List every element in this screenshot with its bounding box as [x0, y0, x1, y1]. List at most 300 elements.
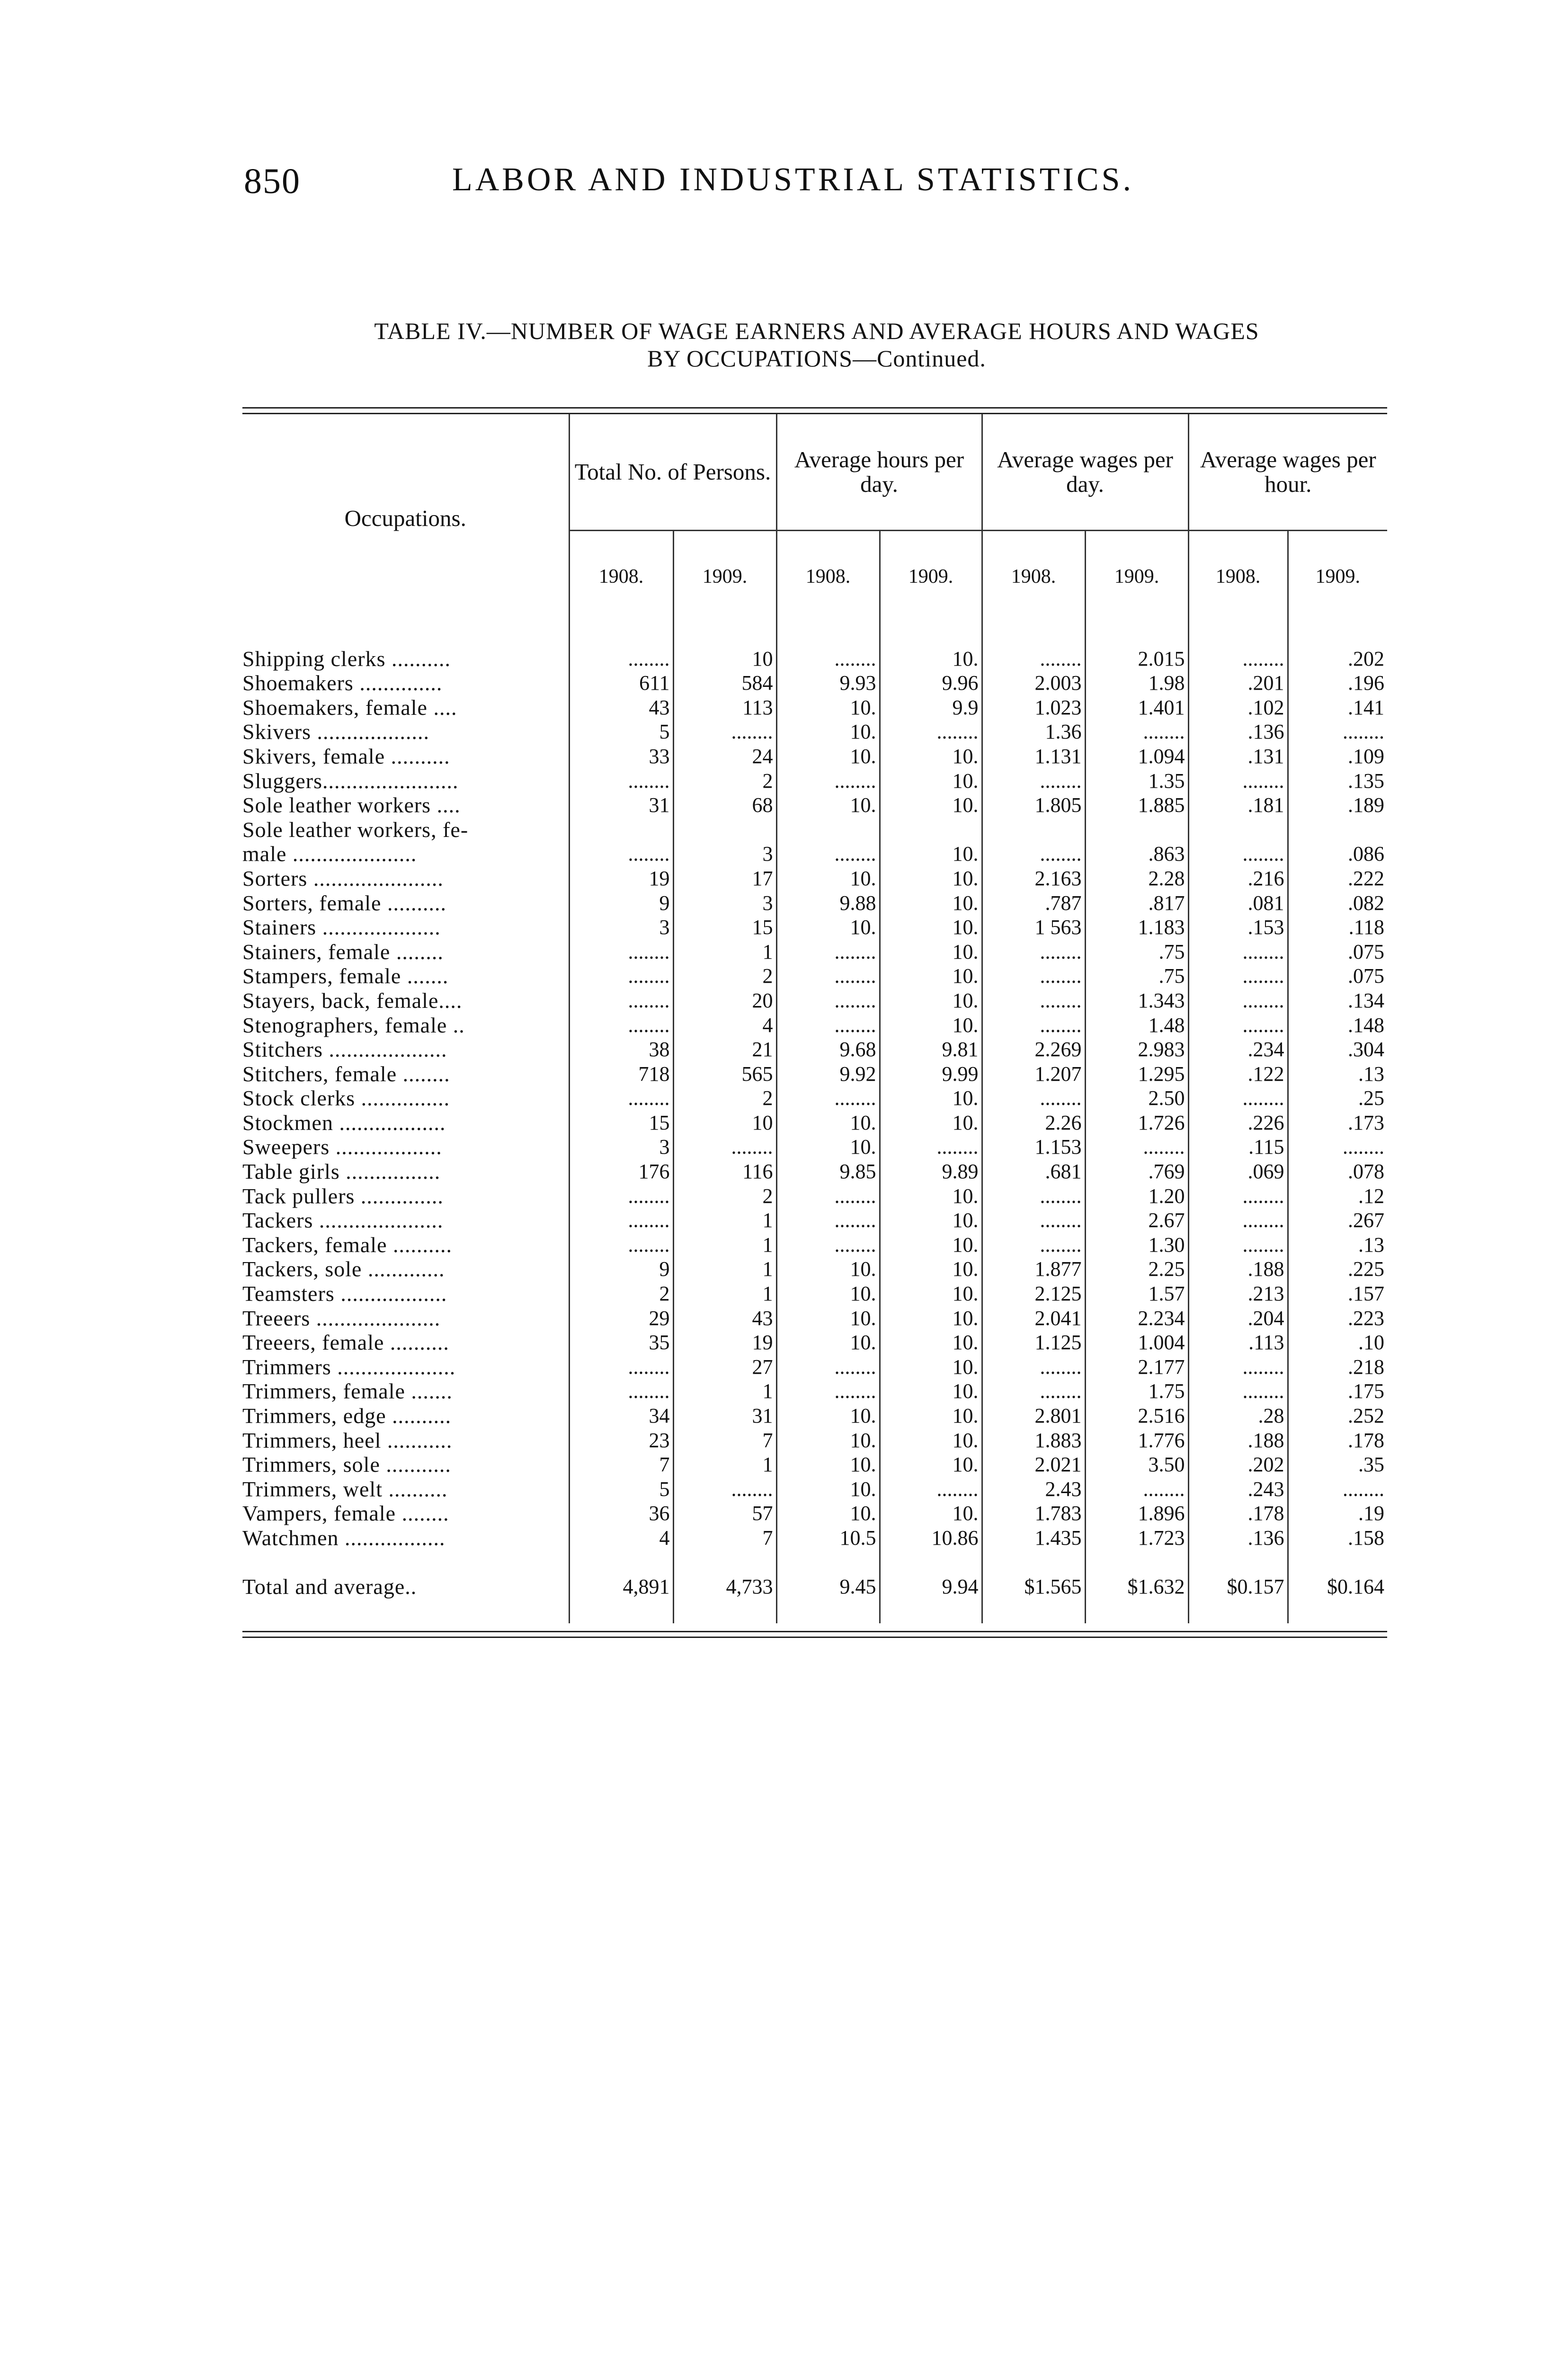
occupation-cell: Shipping clerks ..........: [242, 646, 451, 671]
wage-hour-1908-cell: .113: [1188, 1330, 1288, 1355]
table-row: [242, 720, 1387, 744]
hours-1908-cell: ........: [776, 1208, 880, 1233]
hours-1909-cell: 10.: [880, 744, 982, 769]
wage-hour-1908-cell: .188: [1188, 1257, 1288, 1281]
wage-day-1908-cell: 1.877: [982, 1257, 1085, 1281]
persons-1908-cell: 718: [569, 1062, 673, 1086]
header-spacer: [242, 622, 1387, 647]
wage-hour-1908-cell: .136: [1188, 720, 1288, 744]
wage-day-1909-cell: 1.726: [1085, 1111, 1188, 1135]
occupation-cell: Teamsters ..................: [242, 1281, 447, 1306]
occupation-cell: Stampers, female .......: [242, 964, 449, 988]
wage-day-1908-cell: 2.26: [982, 1111, 1085, 1135]
hours-1909-cell: 10.: [880, 940, 982, 964]
occupation-cell: Shoemakers ..............: [242, 671, 443, 695]
persons-1909-cell: 20: [673, 988, 776, 1013]
wage-day-1909-cell: ........: [1085, 1477, 1188, 1502]
persons-1909-cell: 3: [673, 842, 776, 866]
persons-1908-cell: 5: [569, 720, 673, 744]
wage-day-1909-cell: 2.015: [1085, 647, 1188, 671]
hours-1908-cell: 10.: [776, 1330, 880, 1355]
persons-1909-cell: 2: [673, 769, 776, 793]
table-row: [242, 866, 1387, 891]
year-header: 1909.: [1288, 531, 1387, 623]
wage-hour-1908-cell: ........: [1188, 1184, 1288, 1209]
persons-1909-cell: 7: [673, 1428, 776, 1453]
wage-day-1908-cell: 2.021: [982, 1452, 1085, 1477]
occupation-cell: Watchmen .................: [242, 1525, 445, 1550]
wage-hour-1909-cell: .196: [1288, 671, 1387, 695]
wage-hour-1908-cell: ........: [1188, 769, 1288, 793]
persons-1908-cell: 31: [569, 793, 673, 818]
persons-1909-cell: 21: [673, 1037, 776, 1062]
wage-hour-1909-cell: .13: [1288, 1233, 1387, 1257]
persons-1908-cell: 2: [569, 1281, 673, 1306]
table-row: [242, 1404, 1387, 1428]
hours-1908-cell: 10.: [776, 915, 880, 940]
wage-hour-1909-cell: .304: [1288, 1037, 1387, 1062]
wage-hour-1908-cell: .28: [1188, 1404, 1288, 1428]
wage-hour-1908-cell: ........: [1188, 1086, 1288, 1111]
wage-day-1909-cell: 2.28: [1085, 866, 1188, 891]
persons-1908-cell: ........: [569, 1233, 673, 1257]
hours-1909-cell: 10.: [880, 1452, 982, 1477]
occupation-cell: Sorters ......................: [242, 866, 444, 890]
avg-wage-day-1909: $1.632: [1085, 1575, 1188, 1599]
wage-hour-1908-cell: .069: [1188, 1159, 1288, 1184]
table-row: [242, 818, 1387, 842]
table-row: [242, 695, 1387, 720]
persons-1908-cell: 34: [569, 1404, 673, 1428]
table-row: [242, 1355, 1387, 1379]
hours-1908-cell: 9.92: [776, 1062, 880, 1086]
wage-day-1909-cell: 1.896: [1085, 1501, 1188, 1526]
table-row: [242, 1208, 1387, 1233]
wage-day-1908-cell: 2.269: [982, 1037, 1085, 1062]
wage-hour-1909-cell: .218: [1288, 1355, 1387, 1379]
persons-1909-cell: 57: [673, 1501, 776, 1526]
wage-day-1909-cell: 1.30: [1085, 1233, 1188, 1257]
table-body: [242, 622, 1387, 1550]
persons-1908-cell: 9: [569, 1257, 673, 1281]
hours-1908-cell: 10.: [776, 695, 880, 720]
wage-hour-1908-cell: .122: [1188, 1062, 1288, 1086]
total-persons-1908: 4,891: [569, 1575, 673, 1599]
wage-day-1908-cell: 1.153: [982, 1135, 1085, 1159]
wage-day-1909-cell: 1.48: [1085, 1013, 1188, 1038]
persons-1908-cell: 4: [569, 1526, 673, 1550]
wage-hour-1909-cell: .202: [1288, 647, 1387, 671]
persons-1908-cell: 176: [569, 1159, 673, 1184]
persons-1908-cell: 15: [569, 1111, 673, 1135]
hours-1908-cell: 10.: [776, 1452, 880, 1477]
wage-day-1908-cell: 1 563: [982, 915, 1085, 940]
persons-1908-cell: ........: [569, 647, 673, 671]
wage-day-1909-cell: 2.516: [1085, 1404, 1188, 1428]
page-header: [244, 161, 1427, 213]
hours-1908-cell: 10.: [776, 1111, 880, 1135]
wage-day-1909-cell: .769: [1085, 1159, 1188, 1184]
wage-hour-1908-cell: .081: [1188, 891, 1288, 916]
wage-hour-1909-cell: .175: [1288, 1379, 1387, 1404]
wage-day-1908-cell: 2.041: [982, 1306, 1085, 1331]
wage-table: [242, 414, 1387, 1623]
persons-1908-cell: 29: [569, 1306, 673, 1331]
wage-day-1908-cell: ........: [982, 769, 1085, 793]
hours-1909-cell: 10.: [880, 1404, 982, 1428]
occupations-header: Occupations.: [344, 505, 466, 531]
persons-1909-cell: 2: [673, 964, 776, 988]
table-row: [242, 891, 1387, 916]
wage-day-1908-cell: ........: [982, 964, 1085, 988]
hours-1909-cell: 10.: [880, 647, 982, 671]
persons-1908-cell: 3: [569, 915, 673, 940]
occupation-cell: Sorters, female ..........: [242, 890, 446, 915]
occupation-cell: Treeers, female ..........: [242, 1330, 449, 1355]
year-header: 1908.: [776, 531, 880, 623]
running-title: LABOR AND INDUSTRIAL STATISTICS.: [452, 161, 1134, 198]
hours-1908-cell: 10.: [776, 720, 880, 744]
persons-1909-cell: 3: [673, 891, 776, 916]
occupation-cell: Stainers ....................: [242, 915, 441, 940]
persons-1909-cell: 10: [673, 1111, 776, 1135]
wage-day-1909-cell: .75: [1085, 940, 1188, 964]
total-bottom-spacer: [242, 1599, 1387, 1624]
wage-day-1909-cell: .817: [1085, 891, 1188, 916]
persons-1909-cell: 1: [673, 1257, 776, 1281]
persons-1908-cell: 3: [569, 1135, 673, 1159]
caption-line-1: TABLE IV.—NUMBER OF WAGE EARNERS AND AVERAGE HOURS AND WAGES: [374, 318, 1259, 344]
occupation-cell: Trimmers, heel ...........: [242, 1428, 453, 1452]
avg-hours-1908: 9.45: [776, 1575, 880, 1599]
hours-1908-cell: ........: [776, 1086, 880, 1111]
wage-hour-1909-cell: .10: [1288, 1330, 1387, 1355]
persons-1908-cell: 33: [569, 744, 673, 769]
persons-1908-cell: ........: [569, 988, 673, 1013]
wage-hour-1909-cell: .189: [1288, 793, 1387, 818]
hours-1908-cell: 10.: [776, 1281, 880, 1306]
persons-1909-cell: 15: [673, 915, 776, 940]
hours-1909-cell: 10.: [880, 1501, 982, 1526]
hours-1909-cell: 10.: [880, 964, 982, 988]
table-row: [242, 647, 1387, 671]
persons-1909-cell: 584: [673, 671, 776, 695]
hours-1909-cell: 10.: [880, 1355, 982, 1379]
table-row: [242, 1501, 1387, 1526]
wage-hour-1908-cell: [1188, 818, 1288, 842]
wage-day-1909-cell: ........: [1085, 720, 1188, 744]
occupation-cell: Trimmers, sole ...........: [242, 1452, 451, 1477]
wage-hour-1908-cell: .204: [1188, 1306, 1288, 1331]
wage-day-1909-cell: 2.25: [1085, 1257, 1188, 1281]
hours-1909-cell: 10.: [880, 842, 982, 866]
wage-hour-1908-cell: ........: [1188, 988, 1288, 1013]
persons-1908-cell: 5: [569, 1477, 673, 1502]
hours-1909-cell: 10.: [880, 793, 982, 818]
wage-hour-1908-cell: .201: [1188, 671, 1288, 695]
wage-hour-1908-cell: .234: [1188, 1037, 1288, 1062]
year-header: 1908.: [982, 531, 1085, 623]
wage-hour-1908-cell: .131: [1188, 744, 1288, 769]
wage-day-1909-cell: 1.776: [1085, 1428, 1188, 1453]
hours-1908-cell: ........: [776, 842, 880, 866]
occupation-cell: Trimmers, edge ..........: [242, 1404, 452, 1428]
persons-1909-cell: 565: [673, 1062, 776, 1086]
wage-day-1909-cell: 2.177: [1085, 1355, 1188, 1379]
persons-1908-cell: ........: [569, 1086, 673, 1111]
occupation-cell: Sluggers.......................: [242, 768, 459, 793]
wage-day-1909-cell: 1.094: [1085, 744, 1188, 769]
table-row: [242, 671, 1387, 695]
wage-day-1909-cell: 1.35: [1085, 769, 1188, 793]
persons-1908-cell: 23: [569, 1428, 673, 1453]
hours-1909-cell: 10.: [880, 866, 982, 891]
persons-1909-cell: 116: [673, 1159, 776, 1184]
total-persons-1909: 4,733: [673, 1575, 776, 1599]
hours-1909-cell: ........: [880, 1477, 982, 1502]
occupation-cell: Stainers, female ........: [242, 939, 444, 964]
hours-1909-cell: ........: [880, 1135, 982, 1159]
occupation-cell: Table girls ................: [242, 1159, 441, 1184]
wage-hour-1909-cell: .158: [1288, 1526, 1387, 1550]
wage-day-1908-cell: 1.805: [982, 793, 1085, 818]
wage-hour-1908-cell: .178: [1188, 1501, 1288, 1526]
persons-1909-cell: 1: [673, 1452, 776, 1477]
persons-1909-cell: ........: [673, 1477, 776, 1502]
table-row: [242, 1306, 1387, 1331]
wage-day-1908-cell: 1.023: [982, 695, 1085, 720]
hours-1908-cell: 10.: [776, 1477, 880, 1502]
avg-hours-1909: 9.94: [880, 1575, 982, 1599]
persons-1909-cell: 1: [673, 1208, 776, 1233]
hours-1909-cell: 9.9: [880, 695, 982, 720]
persons-1908-cell: ........: [569, 1355, 673, 1379]
wage-day-1908-cell: ........: [982, 940, 1085, 964]
wage-hour-1908-cell: ........: [1188, 1208, 1288, 1233]
wage-table-block: [242, 407, 1387, 1638]
wage-day-1908-cell: .681: [982, 1159, 1085, 1184]
table-row: [242, 1428, 1387, 1453]
table-row: [242, 1281, 1387, 1306]
occupation-cell: Stenographers, female ..: [242, 1013, 465, 1037]
wage-hour-1909-cell: .075: [1288, 940, 1387, 964]
table-row: [242, 1477, 1387, 1502]
persons-1908-cell: ........: [569, 769, 673, 793]
hours-1908-cell: ........: [776, 1355, 880, 1379]
persons-1909-cell: 31: [673, 1404, 776, 1428]
total-spacer: [242, 1550, 1387, 1575]
occupation-cell: male .....................: [242, 842, 417, 866]
hours-1908-cell: 10.: [776, 1428, 880, 1453]
hours-1909-cell: 10.: [880, 891, 982, 916]
hours-1908-cell: 10.: [776, 1404, 880, 1428]
persons-1908-cell: ........: [569, 1208, 673, 1233]
wage-hour-1909-cell: .223: [1288, 1306, 1387, 1331]
bottom-rule: [242, 1631, 1387, 1638]
wage-day-1909-cell: 2.50: [1085, 1086, 1188, 1111]
occupation-cell: Tackers, female ..........: [242, 1232, 452, 1257]
occupation-cell: Stock clerks ...............: [242, 1086, 450, 1111]
top-rule: [242, 407, 1387, 414]
hours-1908-cell: [776, 818, 880, 842]
hours-1908-cell: ........: [776, 1184, 880, 1209]
hours-1908-cell: ........: [776, 1379, 880, 1404]
persons-1908-cell: 19: [569, 866, 673, 891]
hours-1908-cell: 10.: [776, 866, 880, 891]
wages-day-group-header: Average wages per day.: [982, 414, 1188, 531]
hours-1908-cell: ........: [776, 1233, 880, 1257]
occupation-cell: Shoemakers, female ....: [242, 695, 457, 720]
persons-1909-cell: 1: [673, 940, 776, 964]
wage-day-1908-cell: 1.435: [982, 1526, 1085, 1550]
persons-1909-cell: ........: [673, 1135, 776, 1159]
wage-hour-1908-cell: .153: [1188, 915, 1288, 940]
table-row: [242, 1526, 1387, 1550]
table-row: [242, 1111, 1387, 1135]
hours-1909-cell: ........: [880, 720, 982, 744]
hours-1908-cell: 10.: [776, 1501, 880, 1526]
occupation-cell: Treeers .....................: [242, 1306, 441, 1330]
year-header: 1908.: [569, 531, 673, 623]
wage-hour-1908-cell: .226: [1188, 1111, 1288, 1135]
wage-hour-1908-cell: .102: [1188, 695, 1288, 720]
wage-hour-1909-cell: .135: [1288, 769, 1387, 793]
occupation-cell: Stockmen ..................: [242, 1110, 446, 1135]
wage-hour-1908-cell: ........: [1188, 842, 1288, 866]
wage-hour-1908-cell: ........: [1188, 1013, 1288, 1038]
wage-hour-1909-cell: .19: [1288, 1501, 1387, 1526]
hours-1909-cell: 10.: [880, 1208, 982, 1233]
wage-hour-1909-cell: .134: [1288, 988, 1387, 1013]
hours-1909-cell: 10.: [880, 1379, 982, 1404]
wages-hour-group-header: Average wages per hour.: [1188, 414, 1387, 531]
wage-day-1909-cell: 2.67: [1085, 1208, 1188, 1233]
persons-1909-cell: 68: [673, 793, 776, 818]
wage-day-1909-cell: 1.98: [1085, 671, 1188, 695]
wage-hour-1909-cell: .157: [1288, 1281, 1387, 1306]
wage-day-1908-cell: ........: [982, 1013, 1085, 1038]
wage-hour-1909-cell: .225: [1288, 1257, 1387, 1281]
wage-hour-1908-cell: .115: [1188, 1135, 1288, 1159]
persons-1908-cell: 7: [569, 1452, 673, 1477]
persons-1909-cell: 7: [673, 1526, 776, 1550]
wage-hour-1909-cell: ........: [1288, 1477, 1387, 1502]
hours-1908-cell: 9.68: [776, 1037, 880, 1062]
occupation-cell: Tackers, sole .............: [242, 1257, 445, 1281]
hours-1909-cell: 10.: [880, 1428, 982, 1453]
table-row: [242, 769, 1387, 793]
persons-1909-cell: 43: [673, 1306, 776, 1331]
wage-day-1909-cell: 1.20: [1085, 1184, 1188, 1209]
hours-1908-cell: ........: [776, 940, 880, 964]
persons-1908-cell: 611: [569, 671, 673, 695]
hours-1909-cell: 10.: [880, 1111, 982, 1135]
total-label: Total and average..: [242, 1575, 417, 1599]
wage-day-1909-cell: 1.885: [1085, 793, 1188, 818]
wage-hour-1909-cell: .109: [1288, 744, 1387, 769]
wage-hour-1908-cell: ........: [1188, 1379, 1288, 1404]
wage-day-1909-cell: 1.401: [1085, 695, 1188, 720]
wage-day-1909-cell: 1.343: [1085, 988, 1188, 1013]
wage-hour-1909-cell: .12: [1288, 1184, 1387, 1209]
persons-1908-cell: 43: [569, 695, 673, 720]
hours-1908-cell: 10.: [776, 1257, 880, 1281]
total-section: [242, 1550, 1387, 1624]
hours-1909-cell: 10.: [880, 1086, 982, 1111]
wage-hour-1908-cell: ........: [1188, 1233, 1288, 1257]
wage-hour-1909-cell: .178: [1288, 1428, 1387, 1453]
occupation-cell: Stitchers, female ........: [242, 1061, 450, 1086]
year-header: 1909.: [1085, 531, 1188, 623]
wage-hour-1909-cell: .118: [1288, 915, 1387, 940]
persons-1908-cell: ........: [569, 1379, 673, 1404]
persons-1909-cell: 24: [673, 744, 776, 769]
wage-hour-1909-cell: .078: [1288, 1159, 1387, 1184]
wage-hour-1908-cell: .181: [1188, 793, 1288, 818]
table-row: [242, 1184, 1387, 1209]
avg-wage-hour-1909: $0.164: [1288, 1575, 1387, 1599]
wage-day-1908-cell: ........: [982, 1379, 1085, 1404]
wage-day-1909-cell: 1.004: [1085, 1330, 1188, 1355]
hours-1909-cell: 9.96: [880, 671, 982, 695]
wage-day-1909-cell: 1.723: [1085, 1526, 1188, 1550]
wage-day-1908-cell: .787: [982, 891, 1085, 916]
wage-day-1909-cell: [1085, 818, 1188, 842]
hours-1909-cell: 10.: [880, 1233, 982, 1257]
wage-hour-1908-cell: .136: [1188, 1526, 1288, 1550]
wage-day-1908-cell: 2.003: [982, 671, 1085, 695]
table-row: [242, 1037, 1387, 1062]
persons-1909-cell: 17: [673, 866, 776, 891]
hours-1908-cell: 10.: [776, 744, 880, 769]
occupation-cell: Skivers, female ..........: [242, 744, 450, 768]
wage-day-1908-cell: 2.125: [982, 1281, 1085, 1306]
wage-hour-1908-cell: .213: [1188, 1281, 1288, 1306]
occupation-cell: Sole leather workers ....: [242, 793, 461, 818]
persons-1909-cell: 1: [673, 1281, 776, 1306]
persons-1909-cell: 113: [673, 695, 776, 720]
hours-1908-cell: ........: [776, 964, 880, 988]
wage-day-1908-cell: ........: [982, 1233, 1085, 1257]
wage-hour-1909-cell: .13: [1288, 1062, 1387, 1086]
wage-hour-1909-cell: .148: [1288, 1013, 1387, 1038]
occupation-cell: Stayers, back, female....: [242, 988, 463, 1013]
wage-hour-1908-cell: .188: [1188, 1428, 1288, 1453]
wage-hour-1908-cell: ........: [1188, 964, 1288, 988]
hours-1909-cell: 10.: [880, 769, 982, 793]
persons-1909-cell: 2: [673, 1086, 776, 1111]
wage-day-1908-cell: 2.163: [982, 866, 1085, 891]
year-header: 1909.: [880, 531, 982, 623]
hours-1908-cell: 9.88: [776, 891, 880, 916]
occupation-cell: Skivers ...................: [242, 720, 429, 744]
wage-hour-1909-cell: .173: [1288, 1111, 1387, 1135]
table-row: [242, 1330, 1387, 1355]
wage-day-1909-cell: 2.983: [1085, 1037, 1188, 1062]
wage-day-1908-cell: ........: [982, 842, 1085, 866]
persons-1908-cell: ........: [569, 940, 673, 964]
hours-1909-cell: 10.: [880, 1281, 982, 1306]
wage-hour-1909-cell: .267: [1288, 1208, 1387, 1233]
wage-day-1909-cell: 1.57: [1085, 1281, 1188, 1306]
hours-1908-cell: 10.: [776, 793, 880, 818]
wage-day-1909-cell: ........: [1085, 1135, 1188, 1159]
table-row: [242, 988, 1387, 1013]
table-row: [242, 1135, 1387, 1159]
wage-hour-1908-cell: .216: [1188, 866, 1288, 891]
table-row: [242, 1452, 1387, 1477]
persons-1909-cell: ........: [673, 720, 776, 744]
